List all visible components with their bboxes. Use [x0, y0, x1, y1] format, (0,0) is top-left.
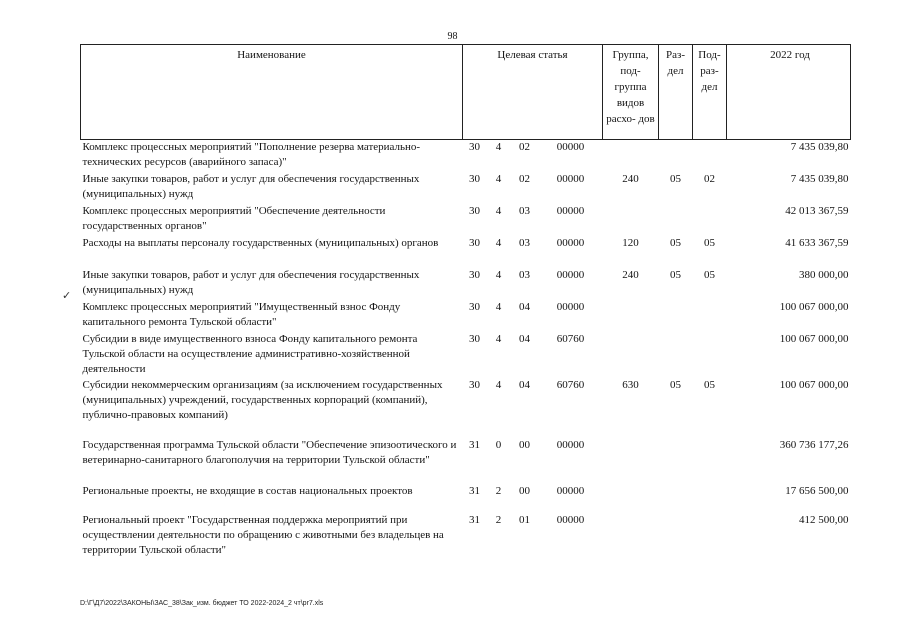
table-spacer	[81, 499, 851, 513]
row-expense-group	[603, 513, 659, 559]
row-section	[659, 332, 693, 378]
row-subsection	[693, 513, 727, 559]
row-amount: 100 067 000,00	[779, 333, 849, 345]
footer-file-path: D:\Г\Д7\2022\ЗАКОНЫ\ЗАС_38\Зак_изм. бюджет ТО 2022-2024_2 чт\pr7.xls	[80, 600, 324, 607]
row-target-subprogram: 2	[495, 514, 502, 526]
row-target-program: 30	[469, 141, 480, 153]
row-expense-group	[603, 204, 659, 236]
row-amount: 100 067 000,00	[779, 301, 849, 313]
row-section	[659, 484, 693, 499]
row-target-measure: 04	[519, 301, 530, 313]
header-target-article: Целевая статья	[463, 45, 603, 140]
row-expense-group: 240	[622, 269, 639, 281]
row-section: 05	[670, 269, 681, 281]
row-target-program: 30	[469, 269, 480, 281]
row-section	[659, 140, 693, 173]
row-target-subprogram: 4	[495, 333, 502, 345]
row-target-subprogram: 4	[495, 205, 502, 217]
row-expense-group	[603, 332, 659, 378]
row-subsection: 05	[704, 269, 715, 281]
row-expense-group	[603, 300, 659, 332]
row-name: Иные закупки товаров, работ и услуг для обеспечения государственных (муниципальных) нужд	[82, 173, 420, 200]
row-subsection	[693, 484, 727, 499]
row-name: Региональные проекты, не входящие в состав национальных проектов	[82, 485, 413, 497]
row-name: Иные закупки товаров, работ и услуг для обеспечения государственных (муниципальных) нужд	[82, 269, 420, 296]
row-name: Субсидии в виде имущественного взноса Фонду капитального ремонта Тульской области на осуществление административно-хозяйственной деятельности	[82, 333, 418, 375]
check-mark-icon: ✓	[62, 290, 72, 302]
row-amount: 17 656 500,00	[785, 485, 849, 497]
row-target-direction: 00000	[556, 514, 585, 526]
row-amount: 360 736 177,26	[779, 439, 849, 451]
table-row	[81, 513, 851, 559]
row-target-direction: 00000	[556, 269, 585, 281]
row-target-program: 30	[469, 333, 480, 345]
row-name: Комплекс процессных мероприятий "Обеспечение деятельности государственных органов"	[82, 205, 386, 232]
row-target-direction: 00000	[556, 485, 585, 497]
table-row	[81, 332, 851, 378]
row-target-measure: 00	[519, 485, 530, 497]
row-amount: 7 435 039,80	[790, 141, 849, 153]
row-target-program: 30	[469, 379, 480, 391]
table-row	[81, 300, 851, 332]
row-name: Расходы на выплаты персоналу государственных (муниципальных) органов	[82, 237, 439, 249]
table-row	[81, 236, 851, 268]
row-subsection: 05	[704, 379, 715, 391]
header-expense-group: Группа, под- группа видов расхо- дов	[603, 45, 659, 140]
row-expense-group	[603, 140, 659, 173]
row-expense-group	[603, 484, 659, 499]
table-row	[81, 438, 851, 484]
row-target-program: 30	[469, 205, 480, 217]
table-row	[81, 268, 851, 300]
row-target-program: 30	[469, 301, 480, 313]
row-target-direction: 60760	[556, 333, 585, 345]
row-expense-group: 120	[622, 237, 639, 249]
row-target-direction: 00000	[556, 301, 585, 313]
row-target-direction: 60760	[556, 379, 585, 391]
row-section	[659, 204, 693, 236]
row-amount: 380 000,00	[799, 269, 849, 281]
row-amount: 412 500,00	[799, 514, 849, 526]
row-target-measure: 02	[519, 173, 530, 185]
row-target-program: 30	[469, 237, 480, 249]
row-expense-group	[603, 438, 659, 484]
row-name: Комплекс процессных мероприятий "Пополнение резерва материально-технических ресурсов (аварийного запаса)"	[82, 141, 421, 168]
row-target-direction: 00000	[556, 439, 585, 451]
table-row	[81, 378, 851, 424]
row-target-measure: 03	[519, 205, 530, 217]
row-target-subprogram: 0	[495, 439, 502, 451]
row-section: 05	[670, 173, 681, 185]
table-header-row	[81, 45, 851, 140]
row-subsection	[693, 300, 727, 332]
row-subsection	[693, 140, 727, 173]
row-target-measure: 04	[519, 379, 530, 391]
row-amount: 100 067 000,00	[779, 379, 849, 391]
row-subsection	[693, 204, 727, 236]
row-name: Субсидии некоммерческим организациям (за исключением государственных (муниципальных) учреждений, государственных корпораций (компаний), публично-правовых компаний)	[82, 379, 443, 421]
table-row	[81, 140, 851, 173]
row-target-subprogram: 2	[495, 485, 502, 497]
table-row	[81, 172, 851, 204]
row-target-direction: 00000	[556, 173, 585, 185]
row-amount: 42 013 367,59	[785, 205, 849, 217]
row-target-measure: 01	[519, 514, 530, 526]
row-amount: 41 633 367,59	[785, 237, 849, 249]
header-subsection: Под- раз- дел	[693, 45, 727, 140]
budget-table	[80, 44, 851, 559]
row-name: Комплекс процессных мероприятий "Имущественный взнос Фонду капитального ремонта Тульской области"	[82, 301, 401, 328]
row-name: Региональный проект "Государственная поддержка мероприятий при осуществлении деятельности по обращению с животными без владельцев на территории Тульской области"	[82, 514, 444, 556]
row-amount: 7 435 039,80	[790, 173, 849, 185]
row-subsection: 05	[704, 237, 715, 249]
row-expense-group: 240	[622, 173, 639, 185]
row-target-subprogram: 4	[495, 237, 502, 249]
row-section	[659, 438, 693, 484]
row-name: Государственная программа Тульской области "Обеспечение эпизоотического и ветеринарно-санитарного благополучия на территории Тульской области"	[82, 439, 457, 466]
page-number: 98	[447, 31, 458, 42]
row-target-subprogram: 4	[495, 141, 502, 153]
row-target-program: 31	[469, 514, 480, 526]
header-amount-2022: 2022 год	[727, 45, 851, 140]
row-target-measure: 03	[519, 237, 530, 249]
row-subsection	[693, 438, 727, 484]
row-section: 05	[670, 379, 681, 391]
table-row	[81, 204, 851, 236]
row-expense-group: 630	[622, 379, 639, 391]
row-target-subprogram: 4	[495, 301, 502, 313]
row-target-subprogram: 4	[495, 379, 502, 391]
row-subsection	[693, 332, 727, 378]
header-section: Раз- дел	[659, 45, 693, 140]
table-row	[81, 484, 851, 499]
row-target-measure: 03	[519, 269, 530, 281]
row-target-direction: 00000	[556, 141, 585, 153]
row-target-subprogram: 4	[495, 269, 502, 281]
row-target-measure: 00	[519, 439, 530, 451]
row-target-measure: 02	[519, 141, 530, 153]
row-target-program: 31	[469, 485, 480, 497]
row-target-program: 31	[469, 439, 480, 451]
row-target-direction: 00000	[556, 237, 585, 249]
header-name: Наименование	[81, 45, 463, 140]
row-section: 05	[670, 237, 681, 249]
row-target-subprogram: 4	[495, 173, 502, 185]
row-target-measure: 04	[519, 333, 530, 345]
row-subsection: 02	[704, 173, 715, 185]
row-target-program: 30	[469, 173, 480, 185]
table-spacer	[81, 424, 851, 438]
row-section	[659, 300, 693, 332]
row-target-direction: 00000	[556, 205, 585, 217]
row-section	[659, 513, 693, 559]
